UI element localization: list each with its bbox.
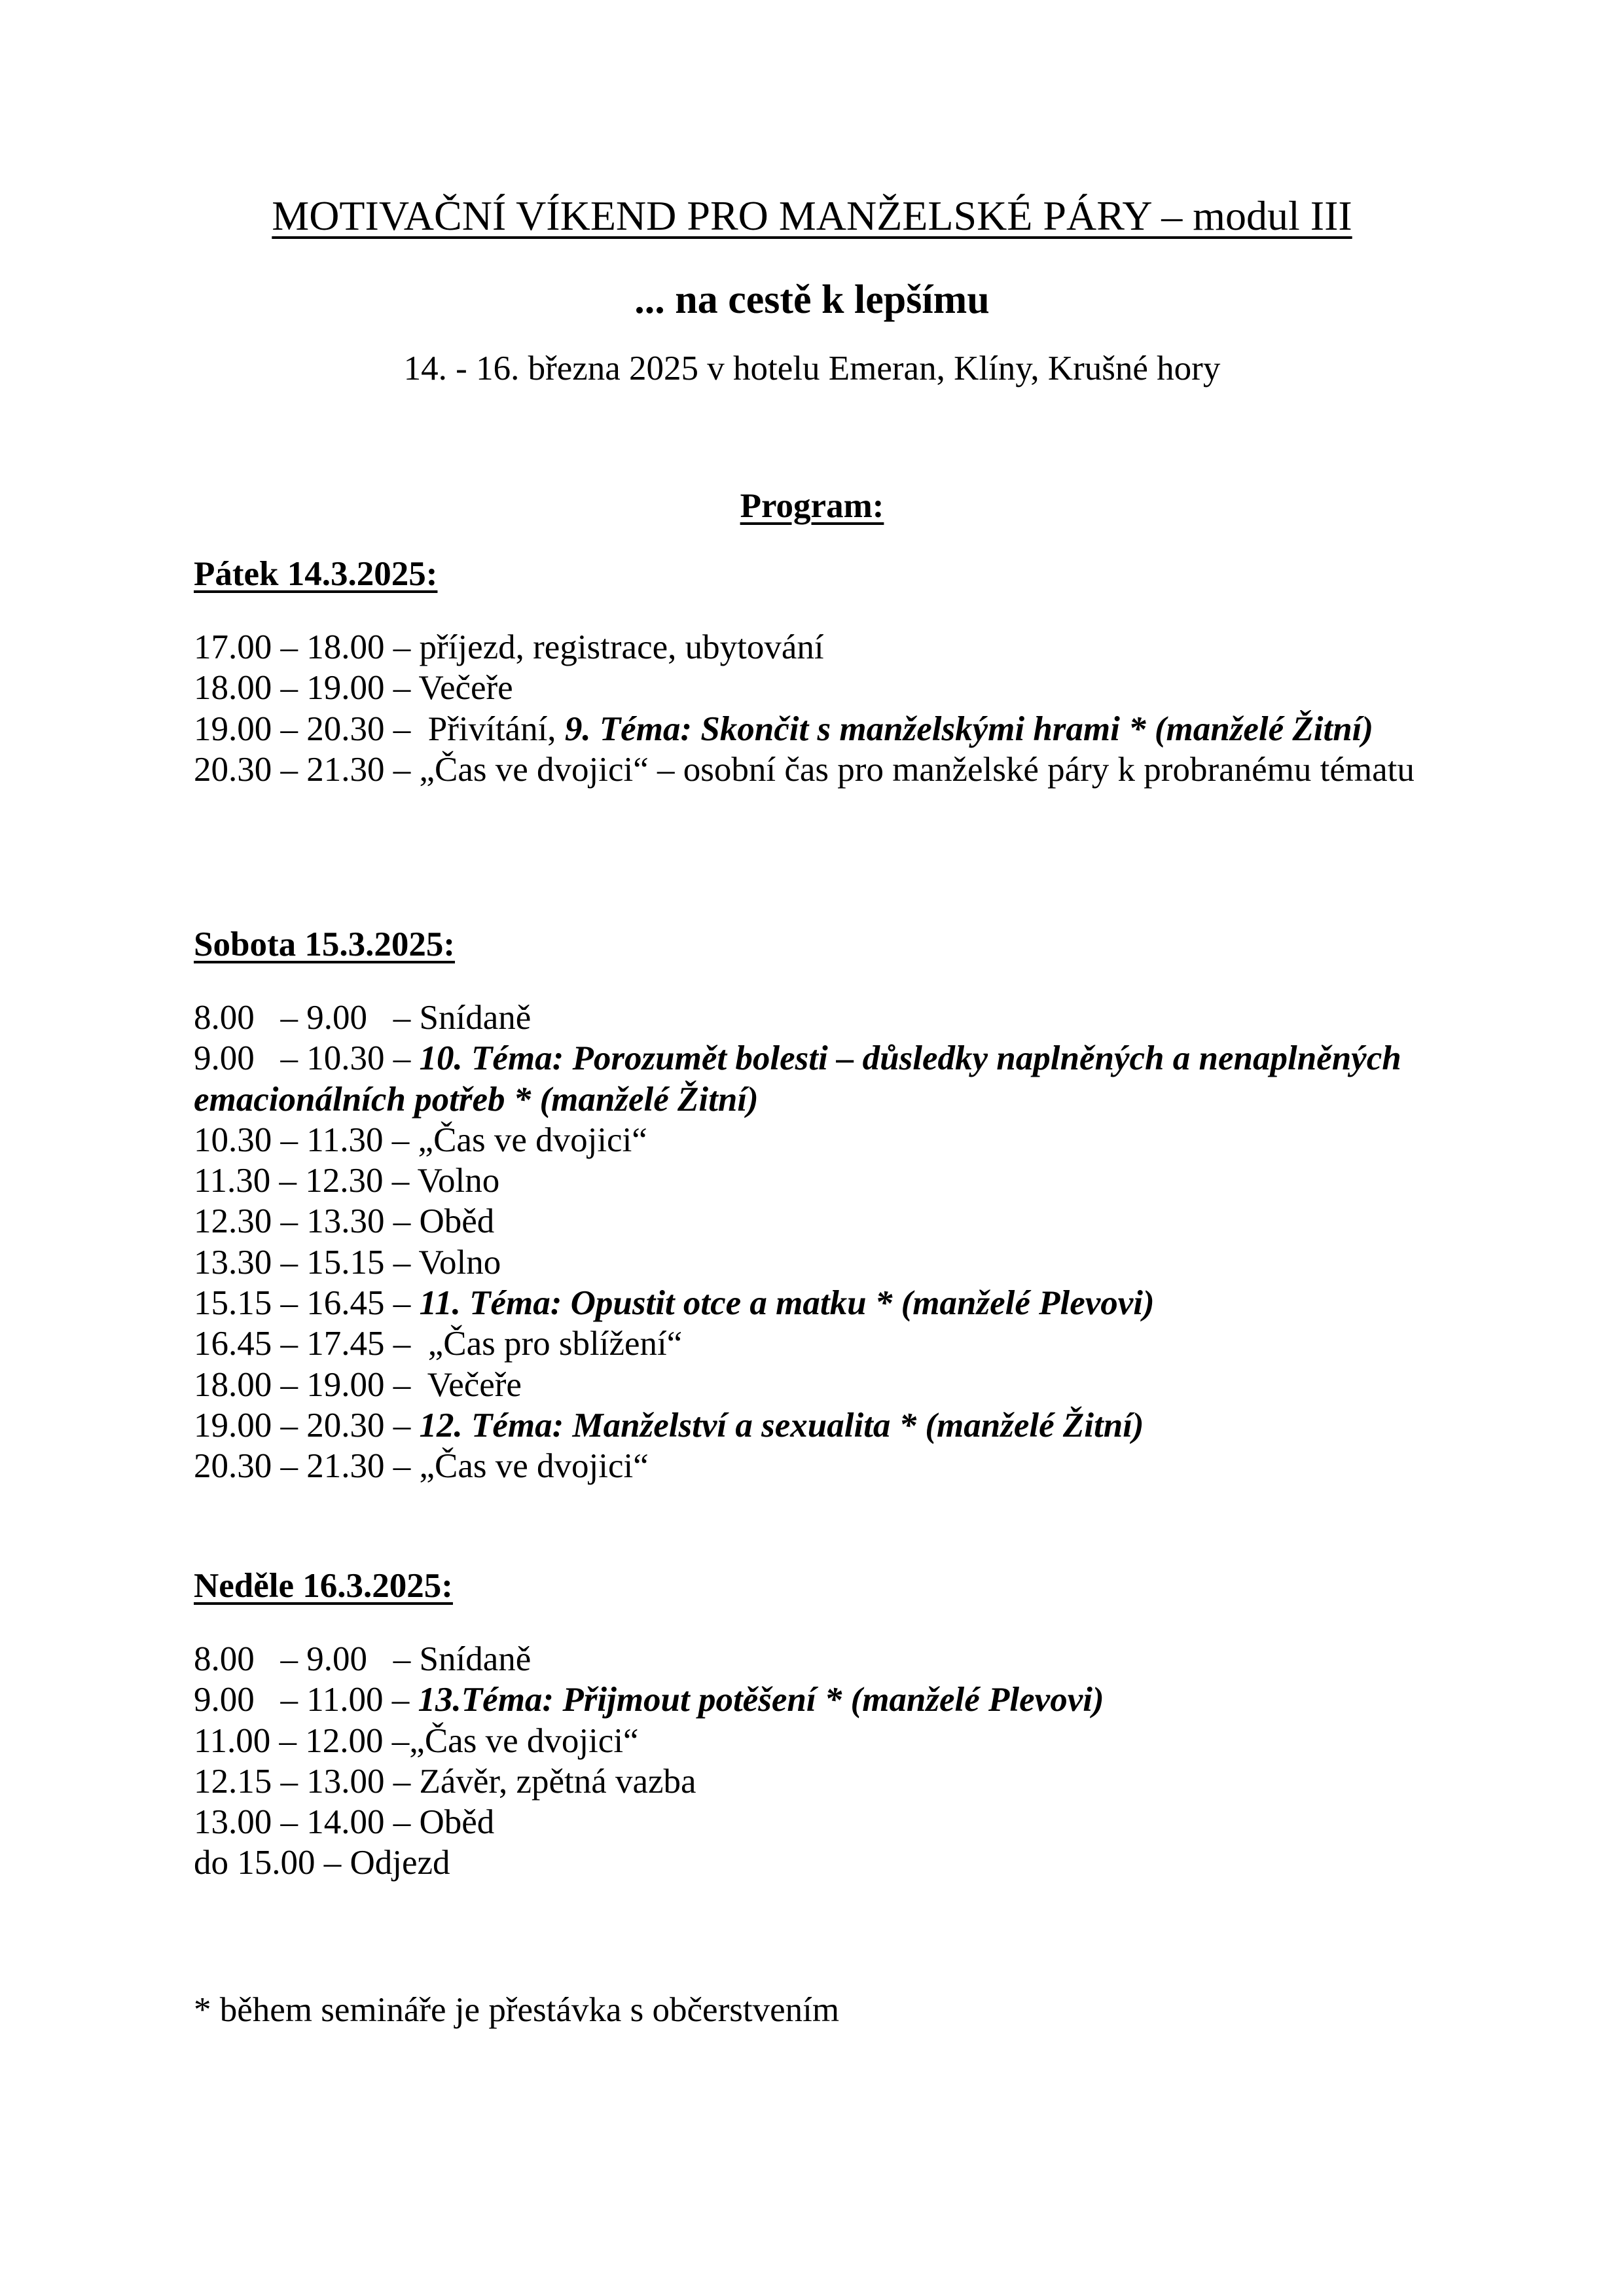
schedule-item <box>194 709 1496 749</box>
schedule-list <box>194 627 1496 790</box>
schedule-time: 18.00 – 19.00 – <box>194 669 419 708</box>
schedule-item <box>194 1446 1496 1486</box>
schedule-time: 9.00 – 11.00 – <box>194 1681 418 1719</box>
schedule-item <box>194 1323 1496 1364</box>
schedule-time: 13.00 – 14.00 – <box>194 1803 420 1842</box>
schedule-time: 8.00 – 9.00 – <box>194 1640 420 1678</box>
program-heading <box>0 483 1624 529</box>
schedule-time: do 15.00 – <box>194 1844 350 1882</box>
schedule-text: Snídaně <box>419 1640 532 1678</box>
schedule-time: 19.00 – 20.30 – <box>194 709 428 748</box>
day-heading <box>194 924 1496 965</box>
day-heading <box>194 1566 1496 1606</box>
schedule-text: příjezd, registrace, ubytování <box>419 628 824 666</box>
footnote: * během semináře je přestávka s občerstvením <box>194 1991 840 2029</box>
schedule-item <box>194 997 1496 1038</box>
program-heading-text: Program: <box>740 487 884 525</box>
schedule-time: 20.30 – 21.30 – <box>194 750 420 789</box>
schedule-time: 19.00 – 20.30 – <box>194 1406 420 1444</box>
schedule-list <box>194 1639 1496 1884</box>
schedule-item <box>194 1679 1496 1720</box>
schedule-topic: 11. Téma: Opustit otce a matku * (manželé Plevovi) <box>419 1284 1155 1323</box>
schedule-item <box>194 1201 1496 1242</box>
schedule-text: Večeře <box>418 669 513 708</box>
schedule-text: Večeře <box>427 1365 522 1404</box>
schedule-text: „Čas pro sblížení“ <box>427 1325 683 1363</box>
document-title-text: MOTIVAČNÍ VÍKEND PRO MANŽELSKÉ PÁRY – modul III <box>272 192 1352 239</box>
day-heading-text: Pátek 14.3.2025: <box>194 555 438 593</box>
schedule-time: 18.00 – 19.00 – <box>194 1365 427 1404</box>
schedule-time: 13.30 – 15.15 – <box>194 1243 419 1282</box>
schedule-item <box>194 668 1496 708</box>
schedule-time: 9.00 – 10.30 – <box>194 1039 420 1078</box>
day-heading-text: Neděle 16.3.2025: <box>194 1567 453 1605</box>
event-dateline: 14. - 16. března 2025 v hotelu Emeran, Klíny, Krušné hory <box>403 350 1221 387</box>
schedule-item <box>194 1120 1496 1160</box>
day-heading <box>194 554 1496 594</box>
schedule-item <box>194 1842 1496 1883</box>
schedule-text: „Čas ve dvojici“ – osobní čas pro manželské páry k probranému tématu <box>419 750 1415 789</box>
schedule-item <box>194 1639 1496 1679</box>
schedule-item <box>194 1242 1496 1283</box>
document-subtitle: ... na cestě k lepšímu <box>634 278 990 322</box>
schedule-item <box>194 627 1496 668</box>
schedule-item <box>194 1160 1496 1201</box>
schedule-time: 12.15 – 13.00 – <box>194 1762 420 1801</box>
schedule-topic: 13.Téma: Přijmout potěšení * (manželé Plevovi) <box>418 1681 1104 1719</box>
schedule-item <box>194 1283 1496 1323</box>
schedule-text: Oběd <box>419 1803 495 1842</box>
schedule-item <box>194 749 1496 790</box>
schedule-time: 12.30 – 13.30 – <box>194 1202 420 1241</box>
schedule-time: 10.30 – 11.30 – <box>194 1121 418 1159</box>
schedule-item <box>194 1721 1496 1761</box>
schedule-item <box>194 1802 1496 1842</box>
day-heading-text: Sobota 15.3.2025: <box>194 925 456 963</box>
schedule-time: 15.15 – 16.45 – <box>194 1284 420 1323</box>
day-section-sunday <box>194 1566 1496 1884</box>
schedule-item <box>194 1761 1496 1802</box>
schedule-text: „Čas ve dvojici“ <box>418 1121 647 1159</box>
schedule-time: 20.30 – 21.30 – <box>194 1447 420 1486</box>
schedule-item <box>194 1365 1496 1405</box>
schedule-topic: 10. Téma: Porozumět bolesti – důsledky naplněných a nenaplněných emacionálních potřeb * (manželé Žitní) <box>194 1039 1401 1119</box>
schedule-text: Volno <box>417 1162 500 1200</box>
schedule-text: Závěr, zpětná vazba <box>419 1762 696 1801</box>
day-section-friday <box>194 554 1496 790</box>
schedule-time: 17.00 – 18.00 – <box>194 628 420 666</box>
schedule-topic: 9. Téma: Skončit s manželskými hrami * (manželé Žitní) <box>564 709 1374 748</box>
schedule-text: Oběd <box>419 1202 495 1241</box>
schedule-item <box>194 1038 1496 1120</box>
schedule-time: 11.00 – 12.00 – <box>194 1721 410 1760</box>
document-title <box>0 190 1624 242</box>
schedule-text: Snídaně <box>419 999 532 1037</box>
schedule-text: Odjezd <box>350 1844 450 1882</box>
schedule-item <box>194 1405 1496 1446</box>
schedule-time: 16.45 – 17.45 – <box>194 1325 428 1363</box>
schedule-text: „Čas ve dvojici“ <box>419 1447 649 1486</box>
schedule-topic: 12. Téma: Manželství a sexualita * (manželé Žitní) <box>419 1406 1144 1444</box>
schedule-text: Volno <box>418 1243 501 1282</box>
day-section-saturday <box>194 924 1496 1487</box>
schedule-time: 8.00 – 9.00 – <box>194 999 420 1037</box>
schedule-text: „Čas ve dvojici“ <box>409 1721 639 1760</box>
schedule-list <box>194 997 1496 1487</box>
schedule-time: 11.30 – 12.30 – <box>194 1162 418 1200</box>
schedule-text: Přivítání, <box>427 709 565 748</box>
